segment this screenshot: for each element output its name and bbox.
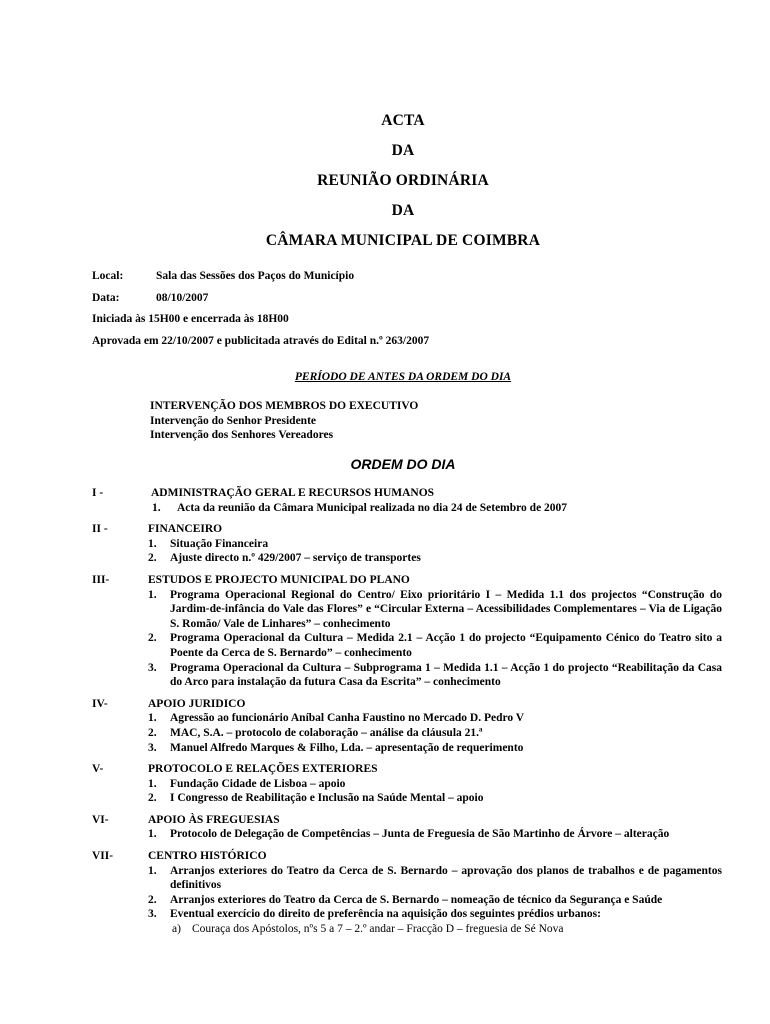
item-number: 3.	[148, 908, 157, 921]
agenda-item	[148, 631, 722, 660]
interventions-heading: INTERVENÇÃO DOS MEMBROS DO EXECUTIVO	[150, 400, 419, 412]
agenda-item	[148, 661, 722, 690]
title-line-da-2: DA	[391, 202, 415, 219]
section-number: VII-	[92, 850, 114, 863]
section-body	[148, 697, 722, 755]
agenda-section	[92, 486, 722, 515]
item-text: Agressão ao funcionário Aníbal Canha Faustino no Mercado D. Pedro V	[170, 712, 525, 725]
intervention-president: Intervenção do Senhor Presidente	[150, 414, 316, 427]
section-heading: CENTRO HISTÓRICO	[148, 850, 267, 863]
section-heading: ESTUDOS E PROJECTO MUNICIPAL DO PLANO	[148, 573, 410, 586]
item-text: Programa Operacional Regional do Centro/ Eixo prioritário I – Medida 1.1 dos projectos “Construção do Jardim-de-infância do Vale das Flores” e “Circular Externa – Acessibilidades Complementares – Via de Ligação S. Romão/ Vale de Linhares” – conhecimento	[170, 588, 722, 630]
item-number: 2.	[148, 552, 157, 565]
agenda-item	[148, 907, 722, 922]
agenda-item	[148, 726, 722, 741]
item-text: Arranjos exteriores do Teatro da Cerca de S. Bernardo – nomeação de técnico da Segurança e Saúde	[170, 893, 663, 906]
item-number: 1.	[148, 864, 157, 877]
agenda-item	[148, 791, 722, 806]
agenda-item	[148, 551, 722, 566]
schedule-text: Iniciada às 15H00 e encerrada às 18H00	[92, 313, 289, 325]
agenda-item	[148, 711, 722, 726]
item-number: 1.	[148, 712, 157, 725]
section-number: VI-	[92, 813, 109, 826]
section-number: II -	[92, 523, 108, 536]
interventions-block	[150, 399, 418, 443]
agenda-item	[148, 864, 722, 893]
agenda-item	[148, 893, 722, 908]
section-heading: FINANCEIRO	[148, 523, 223, 536]
item-text: Arranjos exteriores do Teatro da Cerca de S. Bernardo – aprovação dos planos de trabalhos e de pagamentos definitivos	[170, 864, 722, 892]
subitem-text: Couraça dos Apóstolos, nºs 5 a 7 – 2.º andar – Fracção D – freguesia de Sé Nova	[192, 923, 564, 936]
title-line-da-1: DA	[391, 142, 415, 159]
item-text: Situação Financeira	[170, 537, 269, 550]
subitem-letter: a)	[172, 923, 181, 936]
item-number: 1.	[148, 777, 157, 790]
section-body	[148, 522, 722, 566]
meeting-metadata	[92, 270, 429, 356]
agenda-section	[92, 813, 722, 842]
title-line-camara: CÂMARA MUNICIPAL DE COIMBRA	[265, 232, 541, 249]
item-number: 1.	[148, 588, 157, 601]
item-number: 2.	[148, 632, 157, 645]
item-number: 1.	[148, 537, 157, 550]
agenda-item	[148, 537, 722, 552]
section-heading: APOIO JURIDICO	[148, 697, 246, 710]
agenda-section	[92, 573, 722, 690]
section-number: V-	[92, 763, 104, 776]
agenda-subitem	[172, 922, 722, 937]
item-text: Manuel Alfredo Marques & Filho, Lda. – apresentação de requerimento	[170, 741, 524, 754]
title-line-acta: ACTA	[381, 112, 425, 129]
approval-text: Aprovada em 22/10/2007 e publicitada através do Edital n.º 263/2007	[92, 334, 430, 347]
item-number: 2.	[148, 792, 157, 805]
item-number: 1.	[152, 501, 161, 514]
item-number: 2.	[148, 893, 157, 906]
agenda-section	[92, 762, 722, 806]
item-text: Protocolo de Delegação de Competências – Junta de Freguesia de São Martinho de Árvore – alteração	[170, 828, 670, 841]
agenda-heading: ORDEM DO DIA	[350, 456, 456, 472]
section-number: III-	[92, 573, 110, 586]
agenda-item	[148, 501, 722, 516]
item-text: MAC, S.A. – protocolo de colaboração – análise da cláusula 21.ª	[170, 726, 483, 739]
section-number: I -	[92, 487, 104, 499]
agenda-item	[148, 827, 722, 842]
agenda-section	[92, 697, 722, 755]
item-text: Eventual exercício do direito de preferência na aquisição dos seguintes prédios urbanos:	[170, 908, 601, 921]
intervention-councillors: Intervenção dos Senhores Vereadores	[150, 429, 334, 441]
agenda-item	[148, 588, 722, 632]
section-body	[148, 486, 722, 515]
item-text: I Congresso de Reabilitação e Inclusão na Saúde Mental – apoio	[170, 792, 484, 805]
agenda-sections	[92, 486, 722, 944]
item-number: 1.	[148, 828, 157, 841]
item-number: 2.	[148, 726, 157, 739]
agenda-section	[92, 522, 722, 566]
period-heading: PERÍODO DE ANTES DA ORDEM DO DIA	[294, 371, 512, 383]
section-heading: APOIO ÀS FREGUESIAS	[148, 813, 280, 826]
item-text: Fundação Cidade de Lisboa – apoio	[170, 777, 346, 790]
local-value: Sala das Sessões dos Paços do Município	[156, 270, 355, 282]
item-number: 3.	[148, 661, 157, 674]
document-title	[0, 106, 770, 256]
section-number: IV-	[92, 697, 108, 710]
title-line-reuniao: REUNIÃO ORDINÁRIA	[317, 172, 489, 189]
item-number: 3.	[148, 741, 157, 754]
item-text: Ajuste directo n.º 429/2007 – serviço de transportes	[170, 552, 421, 565]
section-body	[148, 573, 722, 690]
local-row	[92, 270, 429, 292]
item-text: Programa Operacional da Cultura – Medida 2.1 – Acção 1 do projecto “Equipamento Cénico do Teatro sito a Poente da Cerca de S. Bernardo” – conhecimento	[170, 632, 722, 659]
agenda-item	[148, 741, 722, 756]
item-text: Acta da reunião da Câmara Municipal realizada no dia 24 de Setembro de 2007	[177, 501, 568, 514]
local-label: Local:	[92, 270, 124, 282]
section-body	[148, 849, 722, 937]
item-text: Programa Operacional da Cultura – Subprograma 1 – Medida 1.1 – Acção 1 do projecto “Reabilitação da Casa do Arco para instalação da futura Casa da Escrita” – conhecimento	[170, 661, 722, 689]
agenda-item	[148, 777, 722, 792]
section-body	[148, 813, 722, 842]
date-label: Data:	[92, 291, 120, 304]
date-row	[92, 292, 429, 314]
section-body	[148, 762, 722, 806]
section-heading: PROTOCOLO E RELAÇÕES EXTERIORES	[148, 763, 378, 776]
date-value: 08/10/2007	[156, 291, 209, 304]
agenda-section	[92, 849, 722, 937]
section-heading: ADMINISTRAÇÃO GERAL E RECURSOS HUMANOS	[151, 487, 435, 499]
